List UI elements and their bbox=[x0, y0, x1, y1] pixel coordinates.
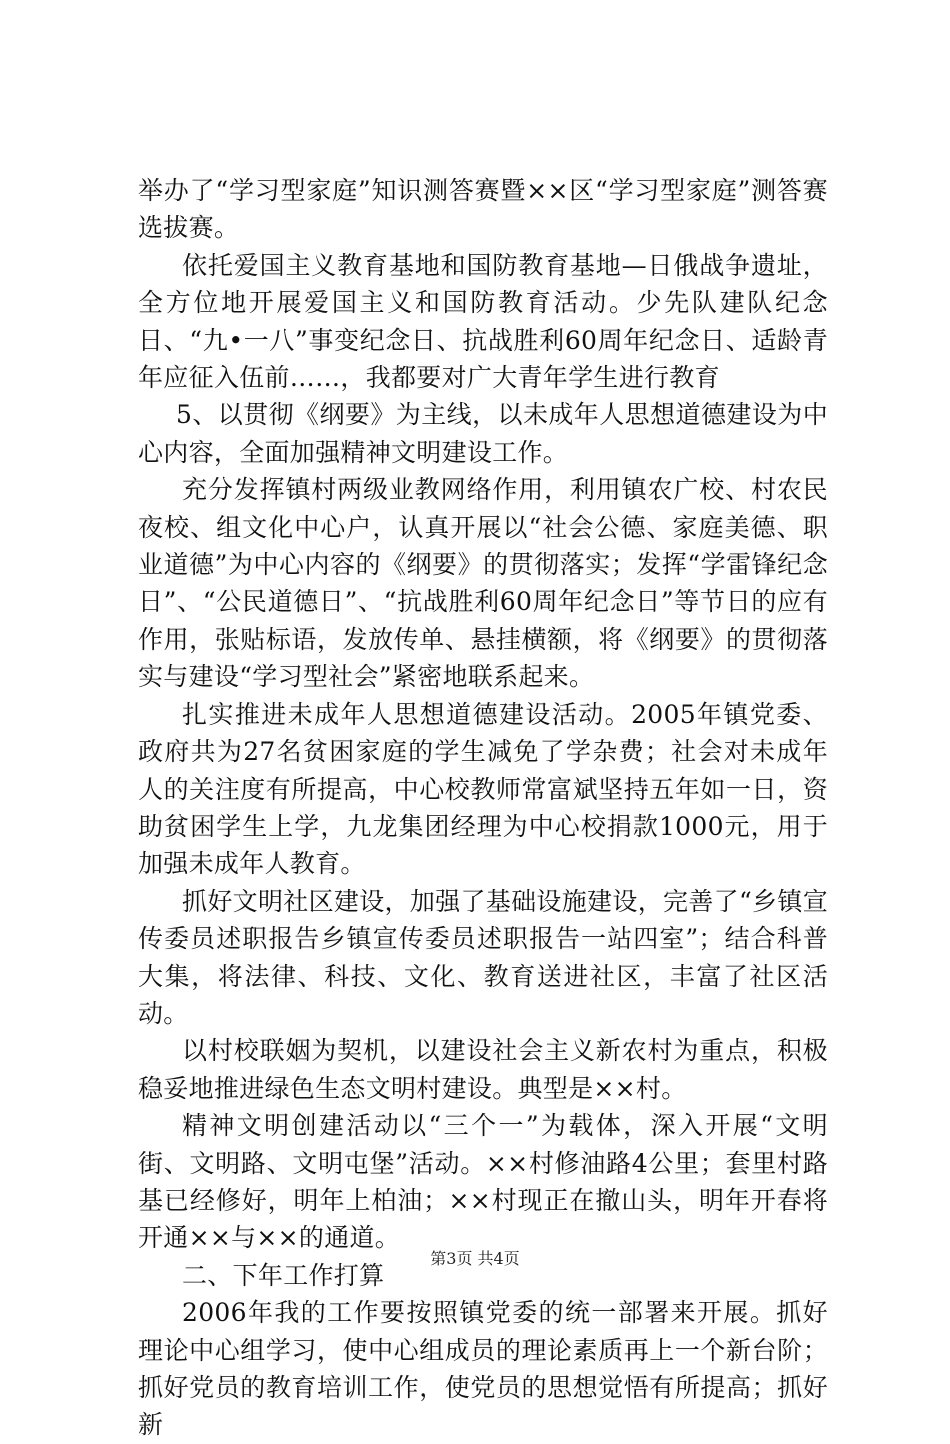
section-heading: 二、下年工作打算 bbox=[182, 1260, 385, 1290]
paragraph-7: 以村校联姻为契机，以建设社会主义新农村为重点，积极稳妥地推进绿色生态文明村建设。典型是××村。 bbox=[138, 1036, 828, 1103]
paragraph-6: 抓好文明社区建设，加强了基础设施建设，完善了“乡镇宣传委员述职报告乡镇宣传委员述职报告一站四室”；结合科普大集，将法律、科技、文化、教育送进社区，丰富了社区活动。 bbox=[138, 886, 828, 1028]
paragraph-2: 依托爱国主义教育基地和国防教育基地—日俄战争遗址，全方位地开展爱国主义和国防教育活动。少先队建队纪念日、“九•一八”事变纪念日、抗战胜利60周年纪念日、适龄青年应征入伍前……，我都要对广大青年学生进行教育 bbox=[138, 250, 828, 393]
paragraph-3: 5、以贯彻《纲要》为主线，以未成年人思想道德建设为中心内容，全面加强精神文明建设工作。 bbox=[138, 400, 828, 467]
page-footer: 第3页 共4页 bbox=[430, 1249, 520, 1268]
paragraph-5: 扎实推进未成年人思想道德建设活动。2005年镇党委、政府共为27名贫困家庭的学生减免了学杂费；社会对未成年人的关注度有所提高，中心校教师常富斌坚持五年如一日，资助贫困学生上学，九龙集团经理为中心校捐款1000元，用于加强未成年人教育。 bbox=[138, 699, 828, 879]
paragraph-4: 充分发挥镇村两级业教网络作用，利用镇农广校、村农民夜校、组文化中心户，认真开展以“社会公德、家庭美德、职业道德”为中心内容的《纲要》的贯彻落实；发挥“学雷锋纪念日”、“公民道德日”、“抗战胜利60周年纪念日”等节日的应有作用，张贴标语，发放传单、悬挂横额，将《纲要》的贯彻落实与建设“学习型社会”紧密地联系起来。 bbox=[138, 475, 828, 692]
paragraph-8: 精神文明创建活动以“三个一”为载体，深入开展“文明街、文明路、文明屯堡”活动。××村修油路4公里；套里村路基已经修好，明年上柏油；××村现正在撤山头，明年开春将开通××与××的通道。 bbox=[138, 1111, 828, 1253]
paragraph-9: 2006年我的工作要按照镇党委的统一部署来开展。抓好理论中心组学习，使中心组成员的理论素质再上一个新台阶；抓好党员的教育培训工作，使党员的思想觉悟有所提高；抓好新 bbox=[138, 1298, 828, 1440]
paragraph-1: 举办了“学习型家庭”知识测答赛暨××区“学习型家庭”测答赛选拔赛。 bbox=[138, 176, 828, 243]
